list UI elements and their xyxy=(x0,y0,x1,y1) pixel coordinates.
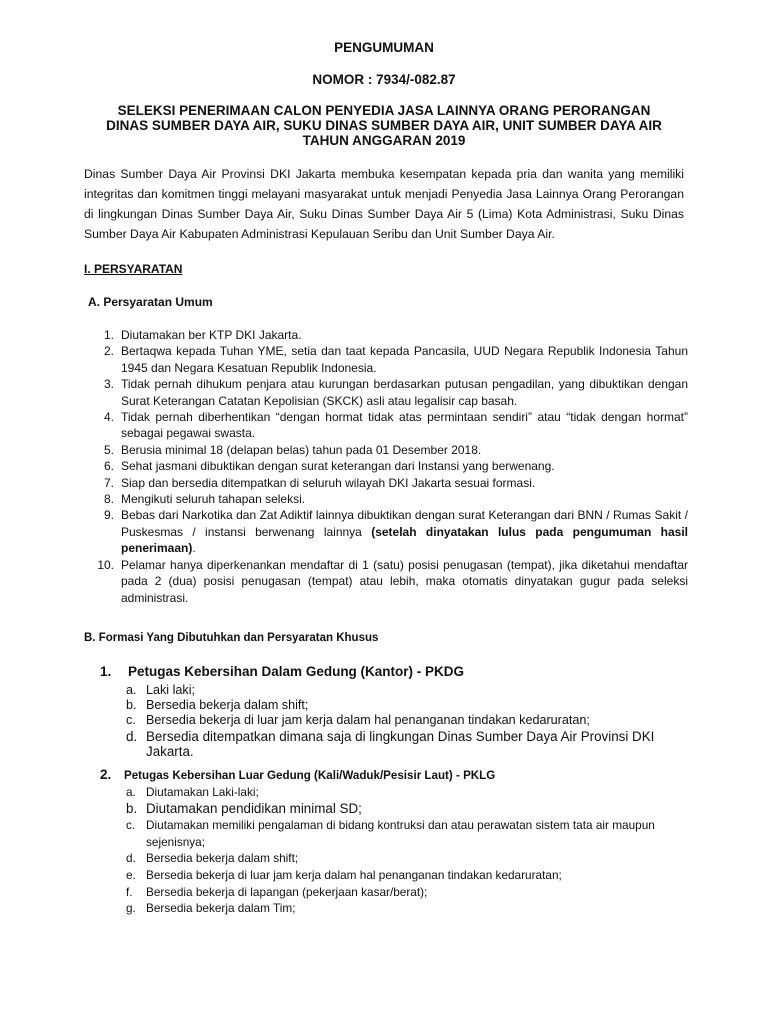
item-letter: c. xyxy=(126,713,136,728)
item-number: 5. xyxy=(103,442,114,457)
item-text: Berusia minimal 18 (delapan belas) tahun pada 01 Desember 2018. xyxy=(121,442,482,457)
item-number: 9. xyxy=(103,508,114,523)
list-item xyxy=(84,343,688,376)
item-text: Diutamakan Laki-laki; xyxy=(146,785,259,799)
item-letter: a. xyxy=(126,785,136,799)
list-item xyxy=(126,867,686,884)
item-letter: f. xyxy=(126,884,133,899)
item-text: Tidak pernah diberhentikan “dengan hormat tidak atas permintaan sendiri” atau “tidak dengan hormat” sebagai pegawai swasta. xyxy=(121,410,688,441)
item-text: Bersedia bekerja dalam shift; xyxy=(146,698,309,713)
item-letter: b. xyxy=(126,800,138,816)
item-text: Pelamar hanya diperkenankan mendaftar di 1 (satu) posisi penugasan (tempat), jika diketahui mendaftar pada 2 (dua) posisi penugasan (tempat) atau lebih, maka otomatis dinyatakan gugur pada seleksi administrasi. xyxy=(121,557,688,605)
item-text: Bersedia bekerja di lapangan (pekerjaan kasar/berat); xyxy=(146,884,428,899)
formation-title: Petugas Kebersihan Luar Gedung (Kali/Waduk/Pesisir Laut) - PKLG xyxy=(124,769,496,782)
formation-heading xyxy=(100,767,495,782)
item-number: 3. xyxy=(103,377,114,392)
item-text: Bersedia bekerja di luar jam kerja dalam hal penanganan tindakan kedaruratan; xyxy=(146,867,562,882)
item-text: Bersedia bekerja dalam Tim; xyxy=(146,901,296,916)
list-item xyxy=(84,376,688,409)
item-text: Siap dan bersedia ditempatkan di seluruh wilayah DKI Jakarta sesuai formasi. xyxy=(121,475,536,490)
list-item xyxy=(126,884,686,901)
list-item xyxy=(84,475,688,491)
item-number: 8. xyxy=(103,492,114,507)
item-letter: d. xyxy=(126,728,138,744)
document-number: NOMOR : 7934/-082.87 xyxy=(312,72,456,87)
item-text: Tidak pernah dihukum penjara atau kurungan berdasarkan putusan pengadilan, yang dibuktikan dengan Surat Keterangan Catatan Kepolisian (SKCK) asli atau legalisir cap basah. xyxy=(121,377,688,408)
item-letter: a. xyxy=(126,683,137,697)
intro-paragraph: Dinas Sumber Daya Air Provinsi DKI Jakarta membuka kesempatan kepada pria dan wanita yang memiliki integritas dan komitmen tinggi melayani masyarakat untuk menjadi Penyedia Jasa Lainnya Orang Perorangan di lingkungan Dinas Sumber Daya Air, Suku Dinas Sumber Daya Air 5 (Lima) Kota Administrasi, Suku Dinas Sumber Daya Air Kabupaten Administrasi Kepulauan Seribu dan Unit Sumber Daya Air. xyxy=(84,167,684,241)
item-text-bold: (setelah dinyatakan lulus pada pengumuman hasil penerimaan) xyxy=(121,524,689,556)
list-item xyxy=(84,409,688,442)
heading-line: DINAS SUMBER DAYA AIR, SUKU DINAS SUMBER DAYA AIR, UNIT SUMBER DAYA AIR xyxy=(106,118,662,133)
item-letter: b. xyxy=(126,698,137,713)
list-item xyxy=(126,850,686,867)
subsection-heading-formasi: B. Formasi Yang Dibutuhkan dan Persyaratan Khusus xyxy=(84,632,379,644)
item-number: 1. xyxy=(103,328,114,342)
formation-heading xyxy=(100,664,464,679)
item-letter: e. xyxy=(126,867,136,882)
item-letter: c. xyxy=(126,818,136,833)
item-text: Diutamakan ber KTP DKI Jakarta. xyxy=(121,328,302,342)
general-requirements-list xyxy=(84,327,688,606)
item-number: 4. xyxy=(103,410,114,425)
list-item xyxy=(84,557,688,606)
subsection-heading-umum: A. Persyaratan Umum xyxy=(88,295,213,309)
list-item xyxy=(84,491,688,507)
formation-title: Petugas Kebersihan Dalam Gedung (Kantor) - PKDG xyxy=(128,664,465,679)
list-item xyxy=(126,817,686,850)
item-text: Bersedia bekerja dalam shift; xyxy=(146,851,299,866)
list-item xyxy=(126,784,686,801)
item-text: Mengikuti seluruh tahapan seleksi. xyxy=(121,492,306,507)
list-item xyxy=(126,801,686,818)
heading-line: SELEKSI PENERIMAAN CALON PENYEDIA JASA LAINNYA ORANG PERORANGAN xyxy=(117,103,651,118)
heading-line: TAHUN ANGGARAN 2019 xyxy=(302,133,466,148)
item-letter: d. xyxy=(126,851,136,866)
item-text-normal: Bebas dari Narkotika dan Zat Adiktif lainnya dibuktikan dengan surat Keterangan dari BNN / Rumas Sakit / Puskesmas / instansi berwenang lainnya xyxy=(121,508,688,539)
item-number: 10. xyxy=(97,557,114,572)
list-item xyxy=(84,507,688,556)
item-letter: g. xyxy=(126,901,136,916)
formation-number: 1. xyxy=(100,664,112,679)
item-text: Diutamakan pendidikan minimal SD; xyxy=(146,800,362,816)
item-number: 6. xyxy=(103,459,114,474)
item-text: Bersedia ditempatkan dimana saja di lingkungan Dinas Sumber Daya Air Provinsi DKI Jakarta. xyxy=(146,728,655,759)
item-text: Diutamakan memiliki pengalaman di bidang kontruksi dan atau perawatan sistem tata air maupun sejenisnya; xyxy=(146,818,655,849)
formation-number: 2. xyxy=(100,767,112,782)
document-title: PENGUMUMAN xyxy=(334,40,434,55)
list-item xyxy=(84,442,688,458)
item-number: 7. xyxy=(103,475,114,490)
list-item xyxy=(126,698,686,713)
formation-requirements-list xyxy=(126,784,686,917)
list-item xyxy=(84,327,688,343)
item-text: Sehat jasmani dibuktikan dengan surat keterangan dari Instansi yang berwenang. xyxy=(121,459,555,474)
item-text xyxy=(121,507,688,556)
list-item xyxy=(126,729,686,759)
section-heading-persyaratan: I. PERSYARATAN xyxy=(84,262,183,276)
list-item xyxy=(126,900,686,917)
item-number: 2. xyxy=(103,344,114,359)
formation-requirements-list xyxy=(126,683,686,759)
item-text: Bertaqwa kepada Tuhan YME, setia dan taat kepada Pancasila, UUD Negara Republik Indonesia Tahun 1945 dan Negara Kesatuan Republik Indonesia. xyxy=(121,344,688,375)
list-item xyxy=(84,458,688,474)
list-item xyxy=(126,683,686,698)
item-text: Laki laki; xyxy=(146,683,195,697)
item-text: Bersedia bekerja di luar jam kerja dalam hal penanganan tindakan kedaruratan; xyxy=(146,713,590,728)
document-heading xyxy=(70,103,698,148)
item-text-tail: . xyxy=(192,541,196,556)
list-item xyxy=(126,713,686,728)
